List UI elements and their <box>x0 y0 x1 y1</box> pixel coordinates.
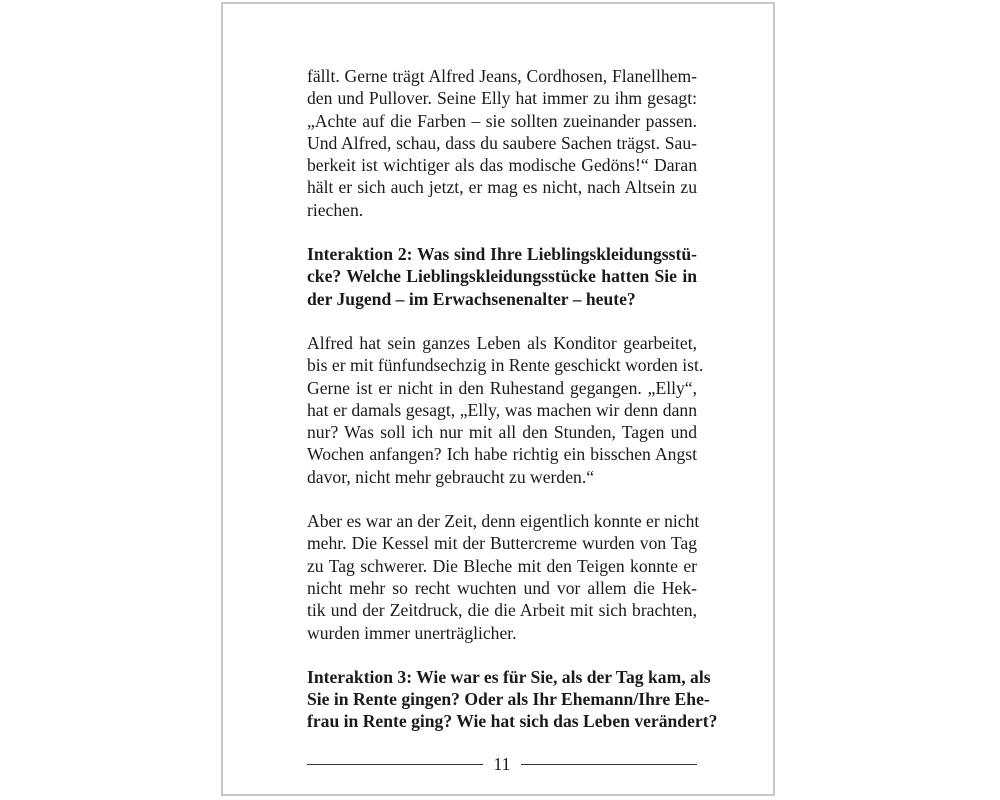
text-line: Interaktion 2: Was sind Ihre Lieblingskleidungsstü- <box>307 244 697 265</box>
text-line: berkeit ist wichtiger als das modische Gedöns!“ Daran <box>307 155 697 176</box>
text-line: tik und der Zeitdruck, die die Arbeit mit sich brachten, <box>307 600 697 621</box>
page-number: 11 <box>493 754 511 774</box>
paragraph-3 <box>307 332 704 488</box>
page-footer <box>307 752 697 776</box>
text-line: mehr. Die Kessel mit der Buttercreme wurden von Tag <box>307 533 697 554</box>
text-line: wurden immer unerträglicher. <box>307 622 517 643</box>
footer-rule-right <box>521 764 697 765</box>
text-line: zu Tag schwerer. Die Bleche mit den Teigen konnte er <box>307 555 697 576</box>
paragraph-4 <box>307 510 700 644</box>
page-text <box>307 65 718 755</box>
text-line: davor, nicht mehr gebraucht zu werden.“ <box>307 466 595 487</box>
book-page <box>221 2 775 796</box>
text-line: Sie in Rente gingen? Oder als Ihr Ehemann/Ihre Ehe- <box>307 689 710 710</box>
text-line: hat er damals gesagt, „Elly, was machen wir denn dann <box>307 399 697 420</box>
text-line: bis er mit fünfundsechzig in Rente geschickt worden ist. <box>307 355 704 376</box>
text-line: Aber es war an der Zeit, denn eigentlich konnte er nicht <box>307 511 700 532</box>
text-line: Gerne ist er nicht in den Ruhestand gegangen. „Elly“, <box>307 377 697 398</box>
text-line: „Achte auf die Farben – sie sollten zueinander passen. <box>307 110 697 131</box>
text-line: den und Pullover. Seine Elly hat immer zu ihm gesagt: <box>307 88 697 109</box>
text-line: Wochen anfangen? Ich habe richtig ein bisschen Angst <box>307 444 697 465</box>
interaction-3-question <box>307 666 718 733</box>
text-line: frau in Rente ging? Wie hat sich das Leben verändert? <box>307 711 718 732</box>
text-line: cke? Welche Lieblingskleidungsstücke hatten Sie in <box>307 266 697 287</box>
text-line: nur? Was soll ich nur mit all den Stunden, Tagen und <box>307 422 697 443</box>
text-line: Alfred hat sein ganzes Leben als Konditor gearbeitet, <box>307 332 697 353</box>
text-line: fällt. Gerne trägt Alfred Jeans, Cordhosen, Flanellhem- <box>307 66 697 86</box>
text-line: der Jugend – im Erwachsenenalter – heute? <box>307 288 636 309</box>
text-line: hält er sich auch jetzt, er mag es nicht, nach Altsein zu <box>307 177 697 198</box>
text-line: Interaktion 3: Wie war es für Sie, als der Tag kam, als <box>307 666 711 687</box>
text-line: nicht mehr so recht wuchten und vor allem die Hek- <box>307 577 697 598</box>
text-line: Und Alfred, schau, dass du saubere Sachen trägst. Sau- <box>307 132 697 153</box>
interaction-2-question <box>307 243 697 310</box>
text-line: riechen. <box>307 199 364 220</box>
paragraph-1 <box>307 65 697 221</box>
